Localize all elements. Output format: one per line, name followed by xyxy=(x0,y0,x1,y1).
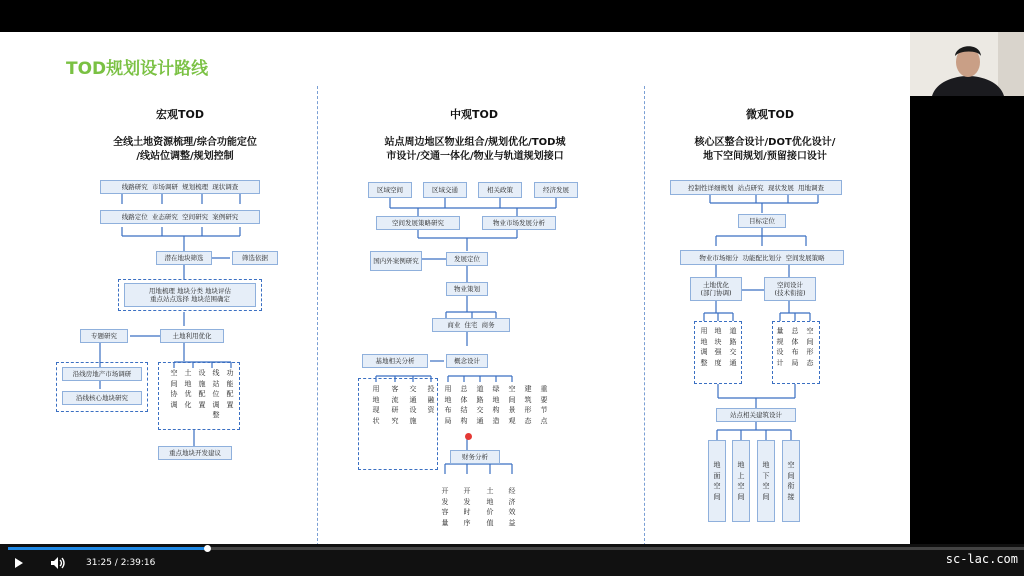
meso-uses-box: 商业 住宅 商务 xyxy=(432,318,510,332)
micro-left-col: 道路交通 xyxy=(729,327,737,367)
watermark: sc-lac.com xyxy=(945,552,1018,566)
progress-bar[interactable] xyxy=(8,547,1024,550)
macro-land-box: 用地梳理 地块分类 地块评估 重点站点选择 地块范围确定 xyxy=(124,283,256,307)
macro-basis-box: 筛选依据 xyxy=(232,251,278,265)
meso-base-col: 投融资 xyxy=(427,385,435,414)
meso-input-box: 区域交通 xyxy=(423,182,467,198)
webcam-overlay xyxy=(910,32,1024,96)
micro-bottom-col: 地下空间 xyxy=(757,440,775,522)
macro-filter-box: 潜在地块筛选 xyxy=(156,251,212,265)
micro-bottom-col: 地上空间 xyxy=(732,440,750,522)
macro-col: 设施配置 xyxy=(198,369,206,409)
meso-base-col: 交通设施 xyxy=(409,385,417,425)
meso-finance-box: 财务分析 xyxy=(450,450,500,464)
macro-special-box: 专题研究 xyxy=(80,329,128,343)
meso-positioning-box: 发展定位 xyxy=(446,252,488,266)
presenter-avatar xyxy=(910,32,1024,96)
macro-research-row: 线路研究 市场调研 规划梳理 现状调查 xyxy=(100,180,260,194)
micro-input-row: 控制性详细规划 站点研究 现状发展 用地调查 xyxy=(670,180,842,195)
video-controls xyxy=(0,544,1024,576)
meso-base-box: 基地相关分析 xyxy=(362,354,428,368)
meso-concept-col: 道路交通 xyxy=(476,385,484,425)
macro-subtitle: 全线土地资源梳理/综合功能定位 /线站位调整/规划控制 xyxy=(113,137,257,162)
meso-concept-box: 概念设计 xyxy=(446,354,488,368)
meso-base-col: 客流研究 xyxy=(391,385,399,425)
micro-left-col: 地块强度 xyxy=(714,327,722,367)
meso-concept-col: 重要节点 xyxy=(540,385,548,425)
macro-heading: 宏观TOD xyxy=(156,108,204,121)
meso-planning-box: 物业策划 xyxy=(446,282,488,296)
meso-concept-col: 总体结构 xyxy=(460,385,468,425)
meso-base-col: 用地现状 xyxy=(372,385,380,425)
play-icon[interactable] xyxy=(14,557,24,569)
macro-col: 土地优化 xyxy=(184,369,192,409)
micro-target-box: 目标定位 xyxy=(738,214,786,228)
micro-space-box: 空间设计 (技术衔接) xyxy=(764,277,816,301)
meso-strategy-box: 空间发展策略研究 xyxy=(376,216,460,230)
macro-landuse-box: 土地利用优化 xyxy=(160,329,224,343)
meso-concept-col: 建筑形态 xyxy=(524,385,532,425)
macro-study-row: 线路定位 业态研究 空间研究 案例研究 xyxy=(100,210,260,224)
macro-col: 功能配置 xyxy=(226,369,234,409)
meso-market-box: 物业市场发展分析 xyxy=(482,216,556,230)
meso-input-box: 经济发展 xyxy=(534,182,578,198)
micro-arch-box: 站点相关建筑设计 xyxy=(716,408,796,422)
progress-fill xyxy=(8,547,208,550)
micro-landopt-box: 土地优化 (部门协调) xyxy=(690,277,742,301)
micro-subtitle: 核心区整合设计/DOT优化设计/ 地下空间规划/预留接口设计 xyxy=(694,137,836,162)
meso-concept-col: 用地布局 xyxy=(444,385,452,425)
meso-subtitle: 站点周边地区物业组合/规划优化/TOD城 市设计/交通一体化/物业与轨道规划接口 xyxy=(384,137,566,162)
micro-right-col: 空间形态 xyxy=(806,327,814,367)
micro-bottom-col: 空间衔接 xyxy=(782,440,800,522)
macro-realestate-box: 沿线房地产市场调研 xyxy=(62,367,142,381)
meso-concept-col: 空间景观 xyxy=(508,385,516,425)
meso-finance-col: 土地价值 xyxy=(486,487,494,527)
meso-concept-col: 绿地构造 xyxy=(492,385,500,425)
micro-right-col: 总体布局 xyxy=(791,327,799,367)
micro-left-col: 用地调整 xyxy=(700,327,708,367)
macro-keydev-box: 重点地块开发建议 xyxy=(158,446,232,460)
presentation-slide xyxy=(0,32,910,544)
meso-input-box: 区域空间 xyxy=(368,182,412,198)
meso-heading: 中观TOD xyxy=(450,108,498,121)
micro-heading: 微观TOD xyxy=(746,108,794,121)
macro-col: 线站位调整 xyxy=(212,369,220,419)
meso-input-box: 相关政策 xyxy=(478,182,522,198)
progress-knob[interactable] xyxy=(204,545,211,552)
micro-right-col: 量规设计 xyxy=(776,327,784,367)
time-display: 31:25 / 2:39:16 xyxy=(86,558,156,568)
meso-cases-box: 国内外案例研究 xyxy=(370,251,422,271)
meso-finance-col: 开发容量 xyxy=(441,487,449,527)
micro-bottom-col: 地面空间 xyxy=(708,440,726,522)
macro-col: 空间协调 xyxy=(170,369,178,409)
macro-coreland-box: 沿线核心地块研究 xyxy=(62,391,142,405)
meso-finance-col: 经济效益 xyxy=(508,487,516,527)
micro-market-row: 物业市场细分 功能配比划分 空间发展策略 xyxy=(680,250,844,265)
volume-icon[interactable] xyxy=(50,556,66,570)
slide-title: TOD规划设计路线 xyxy=(66,59,209,79)
cursor-pointer xyxy=(465,433,472,440)
meso-finance-col: 开发时序 xyxy=(463,487,471,527)
